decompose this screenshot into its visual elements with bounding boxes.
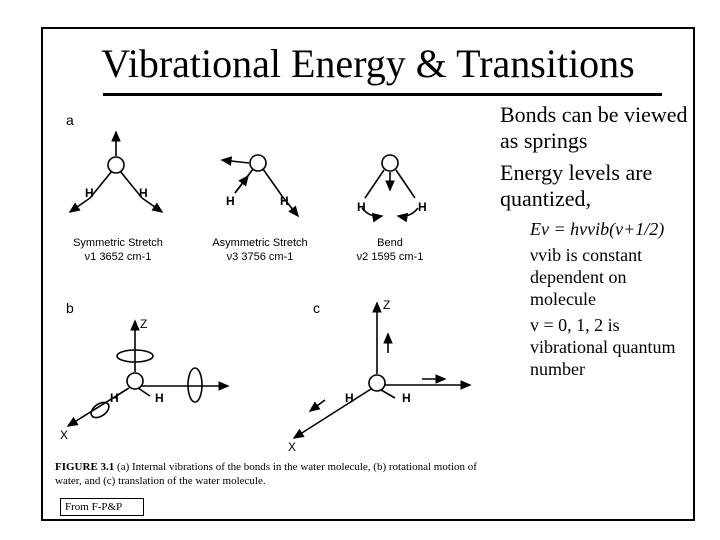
mode-frequency: ν1 3652 cm-1 (84, 251, 152, 263)
mode-bend (335, 236, 445, 264)
h-atom-label: H (226, 194, 235, 208)
water-molecule-figure (50, 98, 490, 463)
bullet-quantized: Energy levels are quantized, (500, 160, 653, 211)
title-underline (103, 93, 662, 96)
h-atom-label: H (139, 186, 148, 200)
h-atom-label: H (85, 186, 94, 200)
mode-asymmetric-stretch (200, 236, 320, 264)
h-atom-label: H (345, 391, 354, 405)
source-credit: From F-P&P (60, 498, 144, 516)
h-atom-label: H (402, 391, 411, 405)
panel-label-c: c (313, 300, 320, 316)
h-atom-label: H (155, 391, 164, 405)
figure-number: FIGURE 3.1 (55, 461, 115, 473)
panel-label-b: b (66, 300, 74, 316)
mode-frequency: ν2 1595 cm-1 (356, 251, 424, 263)
oxygen-atom (369, 375, 385, 391)
slide-title: Vibrational Energy & Transitions (101, 41, 635, 86)
x-axis-label: X (60, 428, 69, 442)
h-atom-label: H (357, 200, 366, 214)
oxygen-atom (127, 373, 143, 389)
x-axis-label: X (288, 440, 297, 454)
bullet-list (500, 102, 690, 384)
bullet-springs: Bonds can be viewed as springs (500, 102, 688, 153)
h-atom-label: H (110, 391, 119, 405)
mode-name: Asymmetric Stretch (212, 237, 308, 249)
panel-label-a: a (66, 112, 74, 128)
mode-symmetric-stretch (58, 236, 178, 264)
energy-equation: Ev = hνvib(v+1/2) (530, 219, 665, 239)
h-atom-label: H (280, 194, 289, 208)
bullet-vib-frequency: νvib is constant dependent on molecule (530, 245, 643, 309)
h-atom-label: H (418, 200, 427, 214)
bullet-quantum-number: v = 0, 1, 2 is vibrational quantum number (530, 315, 676, 379)
oxygen-atom (382, 155, 398, 171)
mode-name: Bend (377, 237, 403, 249)
figure-caption (55, 460, 485, 488)
mode-frequency: ν3 3756 cm-1 (226, 251, 294, 263)
figure-caption-text: (a) Internal vibrations of the bonds in the water molecule, (b) rotational motion of water, and (c) translation of the water molecule. (55, 461, 477, 487)
z-axis-label: Z (383, 298, 391, 312)
mode-name: Symmetric Stretch (73, 237, 163, 249)
oxygen-atom (108, 157, 124, 173)
z-axis-label: Z (140, 317, 148, 331)
